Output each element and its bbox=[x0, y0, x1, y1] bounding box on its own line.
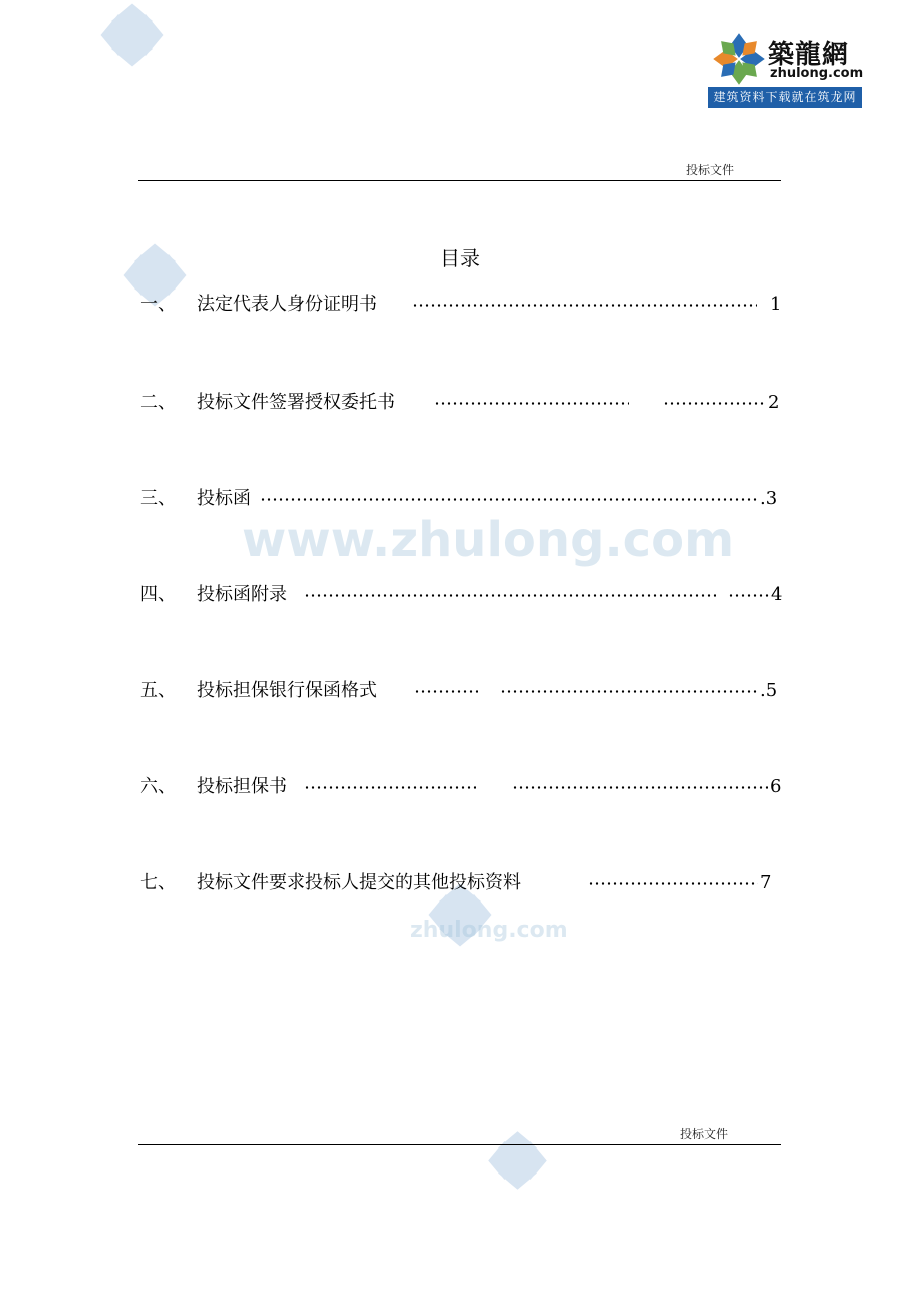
page-header bbox=[138, 160, 781, 181]
toc-item-number: 三、 bbox=[140, 488, 176, 509]
logo-slogan: 建筑资料下载就在筑龙网 bbox=[708, 87, 862, 108]
header-label: 投标文件 bbox=[686, 163, 735, 177]
toc-item-page: .5 bbox=[760, 680, 778, 701]
footer-label: 投标文件 bbox=[680, 1127, 729, 1141]
toc-leader-dots bbox=[304, 594, 716, 597]
toc-item-page: 1 bbox=[770, 294, 782, 315]
toc-leader-dots bbox=[414, 690, 478, 693]
toc-item[interactable] bbox=[140, 677, 782, 705]
toc-leader-dots bbox=[663, 402, 765, 405]
toc-item-label: 投标函 bbox=[197, 488, 251, 509]
toc-item-page: 2 bbox=[768, 392, 780, 413]
toc-item[interactable] bbox=[140, 485, 782, 513]
toc-item-page: 7 bbox=[760, 872, 772, 893]
toc-item-number: 一、 bbox=[140, 294, 176, 315]
toc-item-page: .3 bbox=[760, 488, 778, 509]
toc-item-page: 4 bbox=[771, 584, 783, 605]
toc-item-number: 四、 bbox=[140, 584, 176, 605]
toc-item[interactable] bbox=[140, 773, 782, 801]
watermark-brand: zhulong.com bbox=[410, 918, 568, 943]
toc-item[interactable] bbox=[140, 581, 782, 609]
toc-item-label: 投标担保书 bbox=[197, 776, 287, 797]
toc-leader-dots bbox=[304, 786, 476, 789]
watermark-url: www.zhulong.com bbox=[242, 512, 735, 568]
toc-title: 目录 bbox=[440, 246, 480, 270]
toc-item-label: 投标文件要求投标人提交的其他投标资料 bbox=[197, 872, 521, 893]
logo-flower-icon bbox=[710, 31, 768, 87]
toc-item-number: 七、 bbox=[140, 872, 176, 893]
toc-item-label: 投标担保银行保函格式 bbox=[197, 680, 377, 701]
toc-item-number: 五、 bbox=[140, 680, 176, 701]
toc-item-number: 六、 bbox=[140, 776, 176, 797]
zhulong-logo bbox=[708, 30, 862, 108]
toc-item[interactable] bbox=[140, 291, 782, 319]
toc-leader-dots bbox=[588, 882, 758, 885]
logo-chinese-name: 築龍網 bbox=[768, 40, 850, 70]
toc-leader-dots bbox=[260, 498, 758, 501]
page-footer bbox=[138, 1124, 781, 1145]
toc-item-label: 投标文件签署授权委托书 bbox=[197, 392, 395, 413]
toc-item-number: 二、 bbox=[140, 392, 176, 413]
toc-item-label: 投标函附录 bbox=[197, 584, 287, 605]
toc-leader-dots bbox=[412, 304, 757, 307]
toc-item[interactable] bbox=[140, 869, 782, 897]
toc-item[interactable] bbox=[140, 389, 782, 417]
toc-item-label: 法定代表人身份证明书 bbox=[197, 294, 377, 315]
toc-leader-dots bbox=[434, 402, 629, 405]
logo-english-name: zhulong.com bbox=[770, 66, 864, 81]
toc-leader-dots bbox=[512, 786, 768, 789]
toc-leader-dots bbox=[500, 690, 758, 693]
toc-item-page: 6 bbox=[770, 776, 782, 797]
watermark-flower-icon bbox=[82, 0, 182, 70]
toc-leader-dots bbox=[728, 594, 770, 597]
